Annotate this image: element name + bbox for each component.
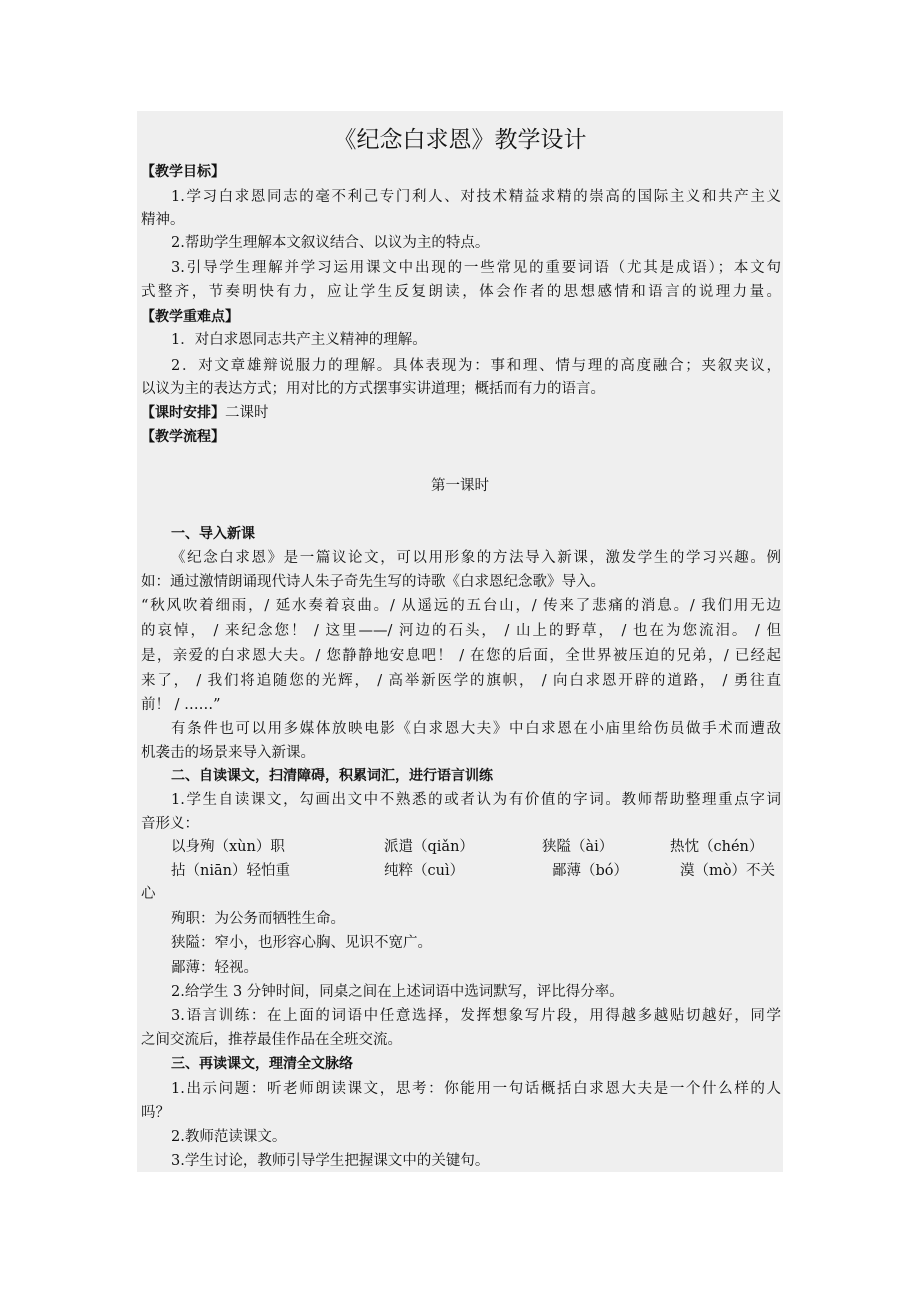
word-item-wrap: 心 (141, 886, 156, 902)
word-item: 狭隘（ài） (542, 839, 614, 855)
key-point-1: 1．对白求恩同志共产主义精神的理解。 (171, 332, 427, 348)
poem-line-5: 前！ / ……” (141, 697, 221, 713)
section-1-heading: 一、导入新课 (171, 526, 255, 542)
document-page (137, 111, 783, 1172)
lesson-1-heading: 第一课时 (431, 478, 489, 494)
schedule-label: 【课时安排】 (141, 405, 225, 421)
section-3-paragraph-1-line-1: 1.出示问题：听老师朗读课文，思考：你能用一句话概括白求恩大夫是一个什么样的人 (171, 1081, 781, 1097)
word-item: 拈（niān）轻怕重 (171, 863, 290, 879)
section-3-paragraph-2: 2.教师范读课文。 (171, 1129, 287, 1145)
definition-1: 殉职：为公务而牺牲生命。 (171, 911, 345, 927)
definition-3: 鄙薄：轻视。 (171, 960, 258, 976)
word-item: 纯粹（cuì） (384, 863, 465, 879)
word-item: 以身殉（xùn）职 (171, 839, 285, 855)
schedule-value: 二课时 (225, 405, 269, 421)
section-3-heading: 三、再读课文，理清全文脉络 (171, 1056, 353, 1072)
goal-3-line-1: 3.引导学生理解并学习运用课文中出现的一些常见的重要词语（尤其是成语）；本文句 (171, 260, 781, 276)
poem-line-3: 是，亲爱的白求恩大夫。/ 您静静地安息吧！ / 在您的后面，全世界被压迫的兄弟，/ 已经起 (141, 648, 781, 664)
poem-line-1: “秋风吹着细雨，/ 延水奏着哀曲。/ 从遥远的五台山，/ 传来了悲痛的消息。/ 我们用无边 (141, 598, 781, 614)
section-1-paragraph-1-line-1: 《纪念白求恩》是一篇议论文，可以用形象的方法导入新课，激发学生的学习兴趣。例 (171, 550, 781, 566)
section-2-paragraph-1-line-1: 1.学生自读课文，勾画出文中不熟悉的或者认为有价值的字词。教师帮助整理重点字词 (171, 792, 781, 808)
section-2-paragraph-3-line-1: 3.语言训练：在上面的词语中任意选择，发挥想象写片段，用得越多越贴切越好，同学 (171, 1008, 781, 1024)
flow-heading: 【教学流程】 (141, 429, 225, 445)
section-2-heading: 二、自读课文，扫清障碍，积累词汇，进行语言训练 (171, 768, 493, 784)
definition-2: 狭隘：窄小，也形容心胸、见识不宽广。 (171, 935, 432, 951)
section-2-paragraph-1-line-2: 音形义： (141, 816, 199, 832)
key-point-2-line-2: 以议为主的表达方式；用对比的方式摆事实讲道理；概括而有力的语言。 (141, 381, 605, 397)
section-2-paragraph-3-line-2: 之间交流后，推荐最佳作品在全班交流。 (141, 1032, 402, 1048)
schedule-line (141, 403, 269, 423)
word-item: 派遣（qiǎn） (384, 839, 474, 855)
section-1-paragraph-2-line-1: 有条件也可以用多媒体放映电影《白求恩大夫》中白求恩在小庙里给伤员做手术而遭敌 (171, 721, 781, 737)
goal-1-line-2: 精神。 (141, 212, 185, 228)
section-1-paragraph-2-line-2: 机袭击的场景来导入新课。 (141, 745, 315, 761)
key-points-heading: 【教学重难点】 (141, 309, 239, 325)
word-item: 热忱（chén） (670, 839, 764, 855)
section-3-paragraph-3: 3.学生讨论，教师引导学生把握课文中的关键句。 (171, 1153, 490, 1169)
section-2-paragraph-2: 2.给学生 3 分钟时间，同桌之间在上述词语中选词默写，评比得分率。 (171, 984, 624, 1000)
word-item: 鄙薄（bó） (552, 863, 629, 879)
poem-line-4: 来了， / 我们将追随您的光辉， / 高举新医学的旗帜， / 向白求恩开辟的道路， / 勇往直 (141, 673, 781, 689)
key-point-2-line-1: 2．对文章雄辩说服力的理解。具体表现为：事和理、情与理的高度融合；夹叙夹议， (171, 358, 781, 374)
word-item: 漠（mò）不关 (680, 863, 775, 879)
goal-1-line-1: 1.学习白求恩同志的毫不利己专门利人、对技术精益求精的崇高的国际主义和共产主义 (171, 189, 781, 205)
section-3-paragraph-1-line-2: 吗？ (141, 1105, 170, 1121)
poem-line-2: 的哀悼， / 来纪念您！ / 这里——/ 河边的石头， / 山上的野草， / 也在为您流泪。 / 但 (141, 623, 781, 639)
document-title: 《纪念白求恩》教学设计 (333, 127, 587, 153)
goals-heading: 【教学目标】 (141, 164, 225, 180)
goal-3-line-2: 式整齐，节奏明快有力，应让学生反复朗读，体会作者的思想感情和语言的说理力量。 (141, 284, 781, 300)
section-1-paragraph-1-line-2: 如：通过激情朗诵现代诗人朱子奇先生写的诗歌《白求恩纪念歌》导入。 (141, 574, 605, 590)
goal-2: 2.帮助学生理解本文叙议结合、以议为主的特点。 (171, 235, 490, 251)
